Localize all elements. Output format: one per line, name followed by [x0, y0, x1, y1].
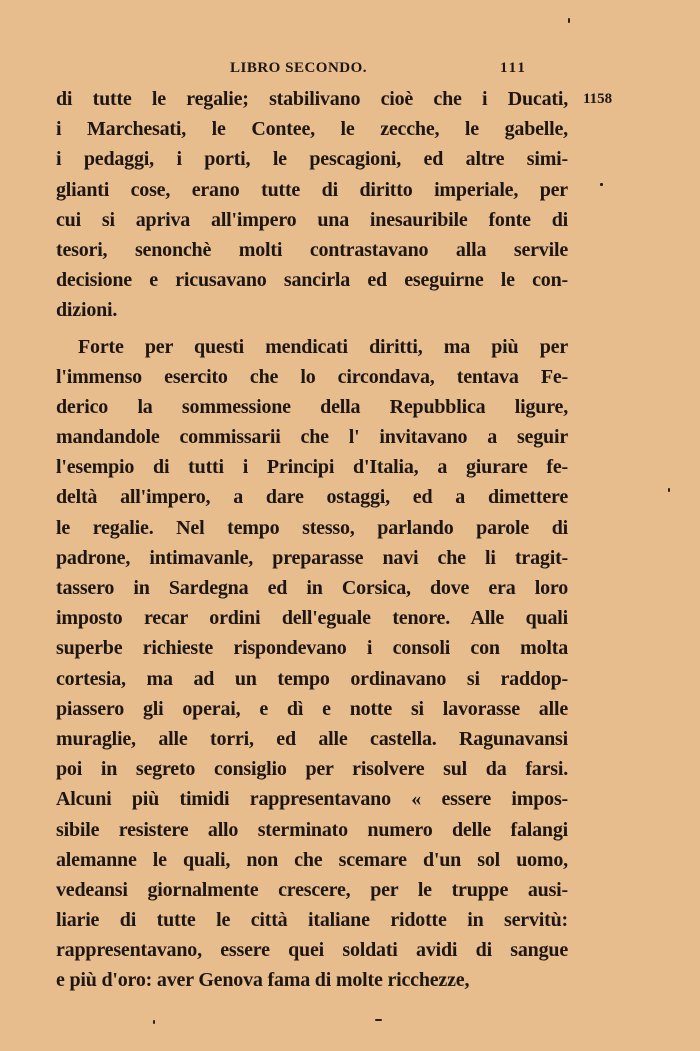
text-line: i pedaggi, i porti, le pescagioni, ed altre simi-: [56, 148, 568, 171]
text-line: poi in segreto consiglio per risolvere sul da farsi.: [56, 758, 568, 781]
text-line: i Marchesati, le Contee, le zecche, le gabelle,: [56, 118, 568, 141]
text-line: padrone, intimavanle, preparasse navi che li tragit-: [56, 546, 568, 569]
text-line: Alcuni più timidi rappresentavano « essere impos-: [56, 788, 568, 811]
text-line: glianti cose, erano tutte di diritto imperiale, per: [56, 178, 568, 201]
print-speck: [375, 1019, 382, 1021]
text-line: l'immenso esercito che lo circondava, tentava Fe-: [56, 365, 568, 388]
print-speck: [153, 1020, 155, 1024]
print-speck: [668, 488, 670, 492]
paragraph-1: [56, 84, 568, 326]
text-line: alemanne le quali, non che scemare d'un sol uomo,: [56, 848, 568, 871]
text-line: muraglie, alle torri, ed alle castella. Ragunavansi: [56, 727, 568, 750]
text-line: vedeansi giornalmente crescere, per le truppe ausi-: [56, 878, 568, 901]
text-line: tesori, senonchè molti contrastavano alla servile: [56, 238, 568, 261]
text-line: superbe richieste rispondevano i consoli con molta: [56, 637, 568, 660]
page-header: [0, 60, 700, 80]
margin-year-note: 1158: [583, 91, 613, 107]
text-line: imposto recar ordini dell'eguale tenore. Alle quali: [56, 607, 568, 630]
text-line: Forte per questi mendicati diritti, ma più per: [78, 335, 568, 358]
print-speck: [568, 18, 570, 23]
text-line: decisione e ricusavano sancirla ed eseguirne le con-: [56, 269, 568, 292]
text-line: le regalie. Nel tempo stesso, parlando parole di: [56, 516, 568, 539]
running-head: LIBRO SECONDO.: [230, 60, 368, 76]
text-line: rappresentavano, essere quei soldati avidi di sangue: [56, 939, 568, 962]
text-line: sibile resistere allo sterminato numero delle falangi: [56, 818, 568, 841]
text-line: e più d'oro: aver Genova fama di molte ricchezze,: [56, 969, 470, 992]
text-line: cui si apriva all'impero una inesauribile fonte di: [56, 208, 568, 231]
text-line: derico la sommessione della Repubblica ligure,: [56, 395, 568, 418]
page-number: 111: [500, 60, 527, 76]
text-line: di tutte le regalie; stabilivano cioè che i Ducati,: [56, 88, 568, 110]
text-line: piassero gli operai, e dì e notte si lavorasse alle: [56, 697, 568, 720]
text-line: cortesia, ma ad un tempo ordinavano si raddop-: [56, 667, 568, 690]
text-line: mandandole commissarii che l' invitavano a seguir: [56, 426, 568, 449]
text-line: l'esempio di tutti i Principi d'Italia, a giurare fe-: [56, 456, 568, 479]
paragraph-2: [56, 332, 568, 996]
text-line: tassero in Sardegna ed in Corsica, dove era loro: [56, 577, 568, 599]
text-line: deltà all'impero, a dare ostaggi, ed a dimettere: [56, 486, 568, 509]
body-text: [56, 84, 568, 996]
text-line: liarie di tutte le città italiane ridotte in servitù:: [56, 909, 568, 932]
print-speck: [600, 183, 603, 186]
text-line: dizioni.: [56, 299, 118, 322]
